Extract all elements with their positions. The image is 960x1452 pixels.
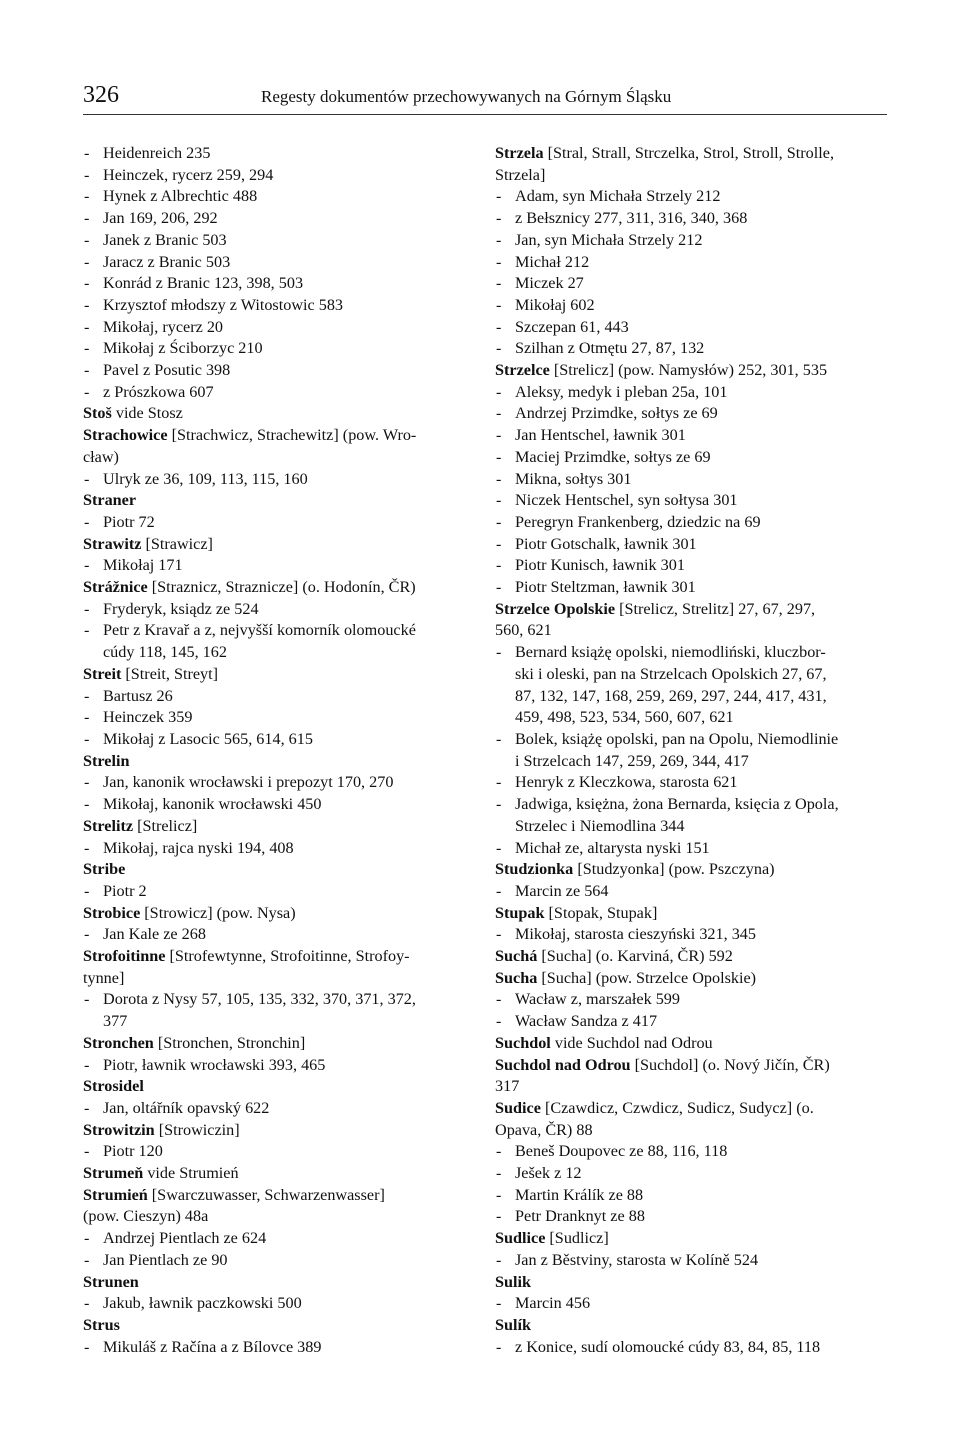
entry-text: Mikołaj 171 [103,556,183,575]
index-heading-continuation [83,1206,467,1228]
index-subentry [495,577,879,599]
index-heading [495,599,879,621]
index-heading [83,903,467,925]
headword-details: [Sucha] (pow. Strzelce Opolskie) [537,968,757,987]
index-subentry [83,794,467,816]
index-subentry [495,1011,879,1033]
index-continuation [495,686,879,708]
headword: Sulik [495,1272,532,1291]
headword-details: [Stronchen, Stronchin] [153,1033,306,1052]
entry-text: Mikołaj 602 [515,295,595,314]
entry-text: Jadwiga, księżna, żona Bernarda, księcia z Opola, [515,795,839,814]
headword: Strelin [83,751,130,770]
entry-text: Wacław z, marszałek 599 [515,990,680,1009]
entry-text: Hynek z Albrechtic 488 [103,187,258,206]
index-heading [495,859,879,881]
headword-details: [Strelicz] [133,816,198,835]
entry-text: 317 [495,1077,520,1096]
index-heading [83,577,467,599]
page-header [83,80,887,116]
entry-text: Beneš Doupovec ze 88, 116, 118 [515,1142,728,1161]
index-heading [83,816,467,838]
headword: Streit [83,664,122,683]
entry-text: Jan, syn Michała Strzely 212 [515,230,703,249]
index-subentry [495,273,879,295]
index-heading-continuation [495,1120,879,1142]
entry-text: Janek z Branic 503 [103,230,227,249]
index-subentry [83,620,467,642]
index-subentry [495,252,879,274]
index-subentry [495,1163,879,1185]
headword-details: vide Suchdol nad Odrou [550,1033,713,1052]
headword: Straner [83,491,137,510]
entry-text: Jan, kanonik wrocławski i prepozyt 170, 270 [103,773,394,792]
entry-text: Mikołaj z Lasocic 565, 614, 615 [103,729,313,748]
entry-text: z Konice, sudí olomoucké cúdy 83, 84, 85, 118 [515,1337,821,1356]
entry-text: Adam, syn Michała Strzely 212 [515,187,721,206]
entry-text: Piotr, ławnik wrocławski 393, 465 [103,1055,326,1074]
entry-text: Petr Dranknyt ze 88 [515,1207,645,1226]
headword: Strosidel [83,1077,144,1096]
page-number: 326 [83,82,119,108]
headword-details: [Stral, Strall, Strczelka, Strol, Stroll, Strolle, [543,144,834,162]
index-subentry [495,317,879,339]
index-subentry [495,208,879,230]
index-subentry [83,1141,467,1163]
headword-details: [Strowiczin] [154,1120,240,1139]
index-heading [83,1272,467,1294]
index-subentry [83,317,467,339]
headword-details: vide Strumień [143,1164,239,1183]
index-heading [83,1076,467,1098]
entry-text: i Strzelcach 147, 259, 269, 344, 417 [515,751,749,770]
index-subentry [83,555,467,577]
entry-text: 87, 132, 147, 168, 259, 269, 297, 244, 417, 431, [515,686,827,705]
index-heading [495,143,879,165]
headword: Strunen [83,1272,139,1291]
entry-text: Jan z Běstviny, starosta w Kolíně 524 [515,1250,759,1269]
entry-text: Heinczek, rycerz 259, 294 [103,165,274,184]
index-subentry [83,143,467,165]
entry-text: Strzela] [495,165,546,184]
index-heading [495,903,879,925]
headword: Sucha [495,968,538,987]
index-heading [83,664,467,686]
entry-text: Jan 169, 206, 292 [103,209,218,228]
index-subentry [83,838,467,860]
index-heading [495,1098,879,1120]
entry-text: z Prószkowa 607 [103,382,214,401]
index-subentry [495,512,879,534]
index-subentry [83,230,467,252]
entry-text: Bartusz 26 [103,686,173,705]
headword-details: [Strofewtynne, Strofoitinne, Strofoy- [165,947,410,966]
index-heading [83,1163,467,1185]
entry-text: Jan, oltářník opavský 622 [103,1098,270,1117]
index-subentry [495,924,879,946]
entry-text: 560, 621 [495,621,552,640]
entry-text: Szilhan z Otmętu 27, 87, 132 [515,339,705,358]
entry-text: tynne] [83,968,125,987]
entry-text: cław) [83,447,119,466]
index-subentry [495,447,879,469]
index-heading [495,360,879,382]
headword: Stupak [495,903,545,922]
entry-text: Petr z Kravař a z, nejvyšší komorník olomoucké [103,621,416,640]
index-subentry [495,534,879,556]
entry-text: Michał ze, altarysta nyski 151 [515,838,710,857]
index-subentry [83,338,467,360]
entry-text: Fryderyk, ksiądz ze 524 [103,599,259,618]
entry-text: Andrzej Przimdke, sołtys ze 69 [515,404,718,423]
entry-text: Andrzej Pientlach ze 624 [103,1229,267,1248]
index-subentry [495,338,879,360]
index-subentry [495,490,879,512]
entry-text: Ješek z 12 [515,1164,582,1183]
left-index-column [83,143,467,1358]
index-subentry [83,1293,467,1315]
headword: Strobice [83,903,141,922]
entry-text: Pavel z Posutic 398 [103,361,231,380]
entry-text: Konrád z Branic 123, 398, 503 [103,274,304,293]
index-subentry [83,1337,467,1359]
entry-text: Bolek, książę opolski, pan na Opolu, Niemodlinie [515,729,839,748]
index-heading [495,1033,879,1055]
entry-text: Piotr Kunisch, ławnik 301 [515,556,685,575]
index-heading-continuation [495,165,879,187]
entry-text: Strzelec i Niemodlina 344 [515,816,685,835]
index-subentry [83,252,467,274]
index-heading [495,1228,879,1250]
index-subentry [83,881,467,903]
headword: Suchdol [495,1033,551,1052]
headword-details: [Stopak, Stupak] [544,903,658,922]
index-subentry [495,989,879,1011]
index-heading-continuation [495,1076,879,1098]
entry-text: Niczek Hentschel, syn sołtysa 301 [515,491,738,510]
headword-details: [Suchdol] (o. Nový Jičín, ČR) [630,1055,830,1074]
index-continuation [495,751,879,773]
entry-text: (pow. Cieszyn) 48a [83,1207,209,1226]
index-heading [83,403,467,425]
headword: Sulík [495,1315,532,1334]
entry-text: Heinczek 359 [103,708,193,727]
index-subentry [495,838,879,860]
index-heading [83,534,467,556]
index-heading [495,1272,879,1294]
index-subentry [83,165,467,187]
entry-text: Heidenreich 235 [103,144,211,162]
entry-text: Mikołaj, rycerz 20 [103,317,224,336]
index-heading [83,425,467,447]
index-subentry [495,469,879,491]
index-continuation [83,642,467,664]
index-heading [83,859,467,881]
index-subentry [83,924,467,946]
headword-details: [Strawicz] [141,534,213,553]
entry-text: z Bełsznicy 277, 311, 316, 340, 368 [515,209,748,228]
entry-text: Jakub, ławnik paczkowski 500 [103,1294,302,1313]
index-subentry [495,403,879,425]
entry-text: Martin Králík ze 88 [515,1185,644,1204]
index-subentry [495,425,879,447]
headword: Strážnice [83,578,148,597]
index-continuation [495,664,879,686]
entry-text: Peregryn Frankenberg, dziedzic na 69 [515,512,761,531]
index-subentry [83,186,467,208]
index-subentry [83,1098,467,1120]
headword: Suchá [495,947,538,966]
index-subentry [495,295,879,317]
entry-text: cúdy 118, 145, 162 [103,643,227,662]
headword: Strus [83,1315,120,1334]
entry-text: Aleksy, medyk i pleban 25a, 101 [515,382,728,401]
headword: Strumeň [83,1164,144,1183]
index-subentry [83,469,467,491]
entry-text: Ulryk ze 36, 109, 113, 115, 160 [103,469,308,488]
index-subentry [83,729,467,751]
entry-text: Michał 212 [515,252,590,271]
right-index-column [495,143,879,1358]
headword: Sudice [495,1098,541,1117]
headword: Strumień [83,1185,148,1204]
index-subentry [495,230,879,252]
entry-text: Mikołaj, rajca nyski 194, 408 [103,838,294,857]
index-subentry [83,989,467,1011]
index-subentry [495,1250,879,1272]
index-subentry [83,772,467,794]
index-subentry [495,794,879,816]
index-subentry [495,382,879,404]
headword-details: [Swarczuwasser, Schwarzenwasser] [147,1185,385,1204]
index-heading [83,490,467,512]
headword: Studzionka [495,860,574,879]
running-title: Regesty dokumentów przechowywanych na Górnym Śląsku [261,87,672,106]
headword: Stoš [83,404,112,423]
index-subentry [495,1337,879,1359]
index-subentry [495,729,879,751]
headword-details: vide Stosz [111,404,183,423]
entry-text: Mikuláš z Račína a z Bílovce 389 [103,1337,322,1356]
headword-details: [Strelicz] (pow. Namysłów) 252, 301, 535 [549,361,828,380]
headword-details: [Strowicz] (pow. Nysa) [140,903,296,922]
headword: Strawitz [83,534,142,553]
entry-text: Jan Hentschel, ławnik 301 [515,426,686,445]
index-subentry [83,295,467,317]
index-subentry [83,512,467,534]
headword: Strelitz [83,816,134,835]
entry-text: Jan Kale ze 268 [103,925,206,944]
headword: Stribe [83,860,126,879]
headword-details: [Streit, Streyt] [121,664,219,683]
entry-text: Szczepan 61, 443 [515,317,629,336]
index-subentry [83,1055,467,1077]
headword-details: [Studzyonka] (pow. Pszczyna) [573,860,775,879]
index-subentry [83,599,467,621]
entry-text: Piotr 2 [103,881,147,900]
headword: Strzela [495,144,544,162]
entry-text: Bernard książę opolski, niemodliński, kluczbor- [515,643,826,662]
headword-details: [Sucha] (o. Karviná, ČR) 592 [537,947,733,966]
entry-text: ski i oleski, pan na Strzelcach Opolskich 27, 67, [515,664,827,683]
index-heading [495,946,879,968]
entry-text: Mikołaj, kanonik wrocławski 450 [103,795,322,814]
index-heading [83,1185,467,1207]
entry-text: Mikna, sołtys 301 [515,469,632,488]
index-subentry [83,1228,467,1250]
index-subentry [495,881,879,903]
index-subentry [495,186,879,208]
index-heading-continuation [83,968,467,990]
headword: Stronchen [83,1033,154,1052]
index-subentry [495,1293,879,1315]
index-subentry [495,1141,879,1163]
index-heading-continuation [495,620,879,642]
headword-details: [Strachwicz, Strachewitz] (pow. Wro- [167,426,417,445]
entry-text: Mikołaj z Ściborzyc 210 [103,339,263,358]
index-subentry [83,208,467,230]
entry-text: Opava, ČR) 88 [495,1120,593,1139]
header-rule [83,114,887,115]
index-continuation [495,707,879,729]
index-continuation [83,1011,467,1033]
entry-text: Jan Pientlach ze 90 [103,1250,228,1269]
headword: Sudlice [495,1229,546,1248]
index-subentry [495,642,879,664]
headword: Strzelce [495,361,550,380]
index-subentry [83,1250,467,1272]
index-subentry [495,1206,879,1228]
index-subentry [83,360,467,382]
headword: Strofoitinne [83,947,166,966]
entry-text: Piotr 72 [103,512,155,531]
headword-details: [Czawdicz, Czwdicz, Sudicz, Sudycz] (o. [540,1098,814,1117]
index-heading [83,1120,467,1142]
entry-text: Marcin 456 [515,1294,591,1313]
index-subentry [83,707,467,729]
index-heading [83,946,467,968]
entry-text: Mikołaj, starosta cieszyński 321, 345 [515,925,756,944]
index-heading [83,751,467,773]
headword: Strzelce Opolskie [495,599,616,618]
entry-text: Marcin ze 564 [515,881,609,900]
index-continuation [495,816,879,838]
headword-details: [Sudlicz] [545,1229,609,1248]
index-heading [495,1055,879,1077]
entry-text: Krzysztof młodszy z Witostowic 583 [103,295,344,314]
entry-text: Piotr Steltzman, ławnik 301 [515,578,696,597]
entry-text: Dorota z Nysy 57, 105, 135, 332, 370, 371, 372, [103,990,416,1009]
entry-text: Henryk z Kleczkowa, starosta 621 [515,773,738,792]
index-subentry [83,382,467,404]
entry-text: Piotr 120 [103,1142,163,1161]
headword-details: [Strelicz, Strelitz] 27, 67, 297, [615,599,816,618]
index-heading [495,968,879,990]
index-heading [83,1033,467,1055]
index-subentry [495,1185,879,1207]
entry-text: Wacław Sandza z 417 [515,1012,658,1031]
index-heading-continuation [83,447,467,469]
entry-text: 377 [103,1012,128,1031]
headword-details: [Straznicz, Straznicze] (o. Hodonín, ČR) [147,578,416,597]
index-subentry [495,555,879,577]
index-subentry [83,273,467,295]
entry-text: Maciej Przimdke, sołtys ze 69 [515,447,711,466]
entry-text: 459, 498, 523, 534, 560, 607, 621 [515,708,734,727]
index-subentry [83,686,467,708]
index-heading [495,1315,879,1337]
index-subentry [495,772,879,794]
index-heading [83,1315,467,1337]
entry-text: Miczek 27 [515,274,584,293]
entry-text: Jaracz z Branic 503 [103,252,231,271]
entry-text: Piotr Gotschalk, ławnik 301 [515,534,697,553]
headword: Suchdol nad Odrou [495,1055,631,1074]
headword: Strachowice [83,426,168,445]
headword: Strowitzin [83,1120,155,1139]
